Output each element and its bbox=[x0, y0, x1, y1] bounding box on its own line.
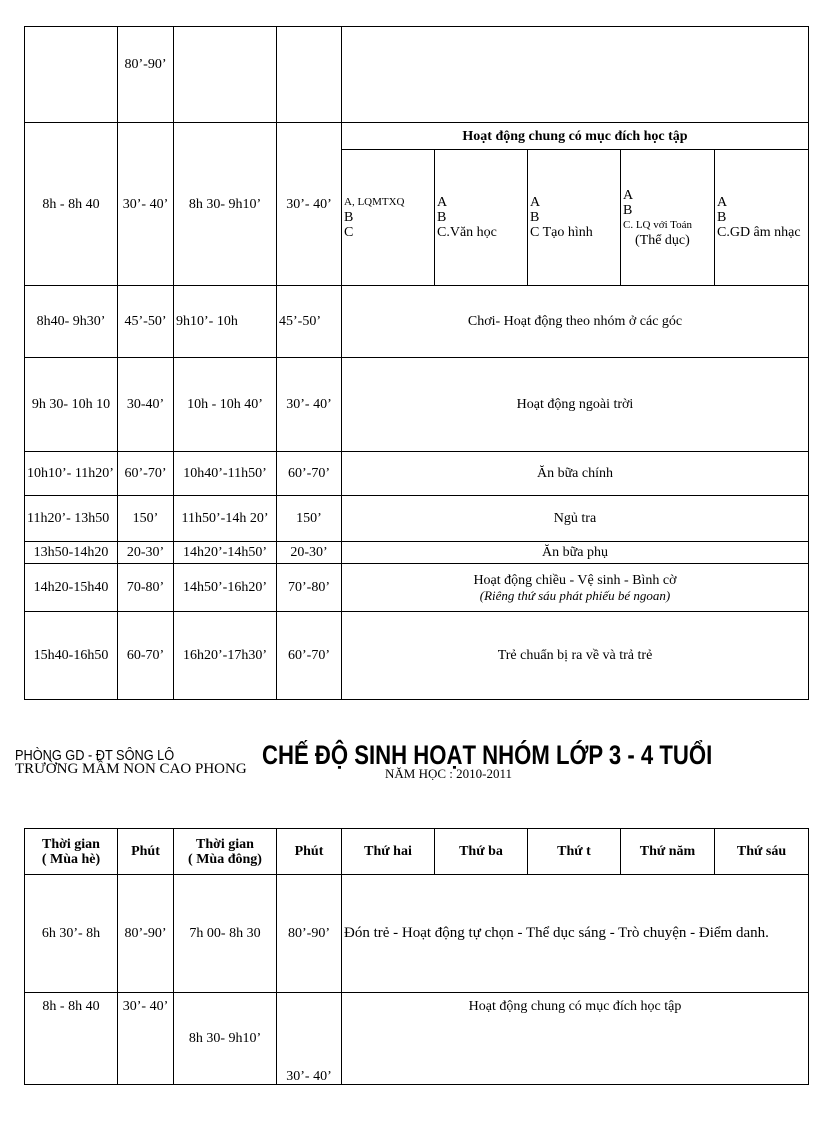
friday-note: (Riêng thứ sáu phát phiếu bé ngoan) bbox=[479, 587, 671, 603]
cell-summer-time: 8h40- 9h30’ bbox=[25, 286, 118, 358]
cell-summer-time: 8h - 8h 40 bbox=[25, 993, 118, 1085]
table-row bbox=[25, 496, 809, 542]
cell-activity: Hoạt động chiều - Vệ sinh - Bình cờ (Riêng thứ sáu phát phiếu bé ngoan) bbox=[342, 564, 809, 612]
cell-summer-time: 14h20-15h40 bbox=[25, 564, 118, 612]
table-row bbox=[25, 452, 809, 496]
cell-summer-time: 9h 30- 10h 10 bbox=[25, 358, 118, 452]
col-header-wednesday: Thứ t bbox=[528, 829, 621, 875]
school-name: TRƯỜNG MẦM NON CAO PHONG bbox=[15, 761, 247, 777]
page-title: CHẾ ĐỘ SINH HOẠT NHÓM LỚP 3 - 4 TUỔI bbox=[262, 740, 713, 770]
cell-winter-minutes: 150’ bbox=[277, 496, 342, 542]
cell-winter-time: 14h20’-14h50’ bbox=[174, 542, 277, 564]
cell-summer-minutes: 30-40’ bbox=[118, 358, 174, 452]
cell-activity: Hoạt động chung có mục đích học tập bbox=[342, 993, 809, 1085]
cell-winter-minutes: 45’-50’ bbox=[277, 286, 342, 358]
cell-summer-time: 10h10’- 11h20’ bbox=[25, 452, 118, 496]
cell-winter-time: 7h 00- 8h 30 bbox=[174, 875, 277, 993]
cell-winter-minutes: 30’- 40’ bbox=[277, 993, 342, 1085]
department-name: PHÒNG GD - ĐT SÔNG LÔ bbox=[15, 747, 175, 764]
table-row bbox=[25, 564, 809, 612]
cell-winter-time: 9h10’- 10h bbox=[174, 286, 277, 358]
col-header-winter: Thời gian ( Mùa đông) bbox=[174, 829, 277, 875]
cell-activity: Trẻ chuẩn bị ra về và trả trẻ bbox=[342, 612, 809, 700]
cell-learning-header: Hoạt động chung có mục đích học tập bbox=[342, 123, 809, 150]
cell-thursday: A B C. LQ với Toán (Thể dục) bbox=[621, 150, 715, 286]
cell-winter-time: 16h20’-17h30’ bbox=[174, 612, 277, 700]
cell-empty bbox=[277, 27, 342, 123]
table-row bbox=[25, 875, 809, 993]
cell-summer-time: 13h50-14h20 bbox=[25, 542, 118, 564]
cell-activity: Ăn bữa chính bbox=[342, 452, 809, 496]
cell-summer-minutes: 80’-90’ bbox=[118, 875, 174, 993]
cell-winter-minutes: 20-30’ bbox=[277, 542, 342, 564]
cell-winter-time: 8h 30- 9h10’ bbox=[174, 993, 277, 1085]
cell-summer-minutes: 30’- 40’ bbox=[118, 123, 174, 286]
cell-activity: Ngủ tra bbox=[342, 496, 809, 542]
cell-activity: Ăn bữa phụ bbox=[342, 542, 809, 564]
cell-activity: Đón trẻ - Hoạt động tự chọn - Thể dục sáng - Trò chuyện - Điểm danh. bbox=[342, 875, 809, 993]
top-schedule-table bbox=[24, 26, 809, 700]
col-header-tuesday: Thứ ba bbox=[435, 829, 528, 875]
col-header-monday: Thứ hai bbox=[342, 829, 435, 875]
table-row bbox=[25, 612, 809, 700]
col-header-friday: Thứ sáu bbox=[715, 829, 809, 875]
cell-winter-time: 11h50’-14h 20’ bbox=[174, 496, 277, 542]
cell-summer-time: 8h - 8h 40 bbox=[25, 123, 118, 286]
cell-empty bbox=[25, 27, 118, 123]
cell-winter-minutes: 60’-70’ bbox=[277, 612, 342, 700]
cell-summer-minutes: 30’- 40’ bbox=[118, 993, 174, 1085]
table-row bbox=[25, 27, 809, 123]
cell-monday: A, LQMTXQ B C bbox=[342, 150, 435, 286]
col-header-summer: Thời gian ( Mùa hè) bbox=[25, 829, 118, 875]
cell-summer-minutes: 20-30’ bbox=[118, 542, 174, 564]
table-row bbox=[25, 358, 809, 452]
cell-summer-time: 6h 30’- 8h bbox=[25, 875, 118, 993]
cell-wednesday: A B C Tạo hình bbox=[528, 150, 621, 286]
cell-friday: A B C.GD âm nhạc bbox=[715, 150, 809, 286]
cell-activity: Hoạt động ngoài trời bbox=[342, 358, 809, 452]
cell-summer-minutes: 60-70’ bbox=[118, 612, 174, 700]
col-header-thursday: Thứ năm bbox=[621, 829, 715, 875]
cell-winter-time: 8h 30- 9h10’ bbox=[174, 123, 277, 286]
bottom-schedule-table bbox=[24, 828, 809, 1085]
cell-winter-minutes: 30’- 40’ bbox=[277, 358, 342, 452]
table-header-row bbox=[25, 829, 809, 875]
cell-summer-minutes: 70-80’ bbox=[118, 564, 174, 612]
col-header-minutes: Phút bbox=[277, 829, 342, 875]
cell-winter-time: 10h40’-11h50’ bbox=[174, 452, 277, 496]
school-year: NĂM HỌC : 2010-2011 bbox=[385, 766, 512, 781]
table-row bbox=[25, 542, 809, 564]
col-header-minutes: Phút bbox=[118, 829, 174, 875]
cell-empty bbox=[342, 27, 809, 123]
cell-summer-minutes: 80’-90’ bbox=[118, 27, 174, 123]
table-row bbox=[25, 286, 809, 358]
table-row bbox=[25, 123, 809, 150]
cell-winter-minutes: 30’- 40’ bbox=[277, 123, 342, 286]
cell-summer-minutes: 150’ bbox=[118, 496, 174, 542]
cell-winter-time: 10h - 10h 40’ bbox=[174, 358, 277, 452]
cell-activity: Chơi- Hoạt động theo nhóm ở các góc bbox=[342, 286, 809, 358]
cell-winter-time: 14h50’-16h20’ bbox=[174, 564, 277, 612]
cell-empty bbox=[174, 27, 277, 123]
cell-winter-minutes: 70’-80’ bbox=[277, 564, 342, 612]
cell-tuesday: A B C.Văn học bbox=[435, 150, 528, 286]
table-row bbox=[25, 993, 809, 1085]
cell-summer-minutes: 45’-50’ bbox=[118, 286, 174, 358]
cell-winter-minutes: 80’-90’ bbox=[277, 875, 342, 993]
cell-summer-time: 15h40-16h50 bbox=[25, 612, 118, 700]
cell-winter-minutes: 60’-70’ bbox=[277, 452, 342, 496]
cell-summer-time: 11h20’- 13h50 bbox=[25, 496, 118, 542]
cell-summer-minutes: 60’-70’ bbox=[118, 452, 174, 496]
